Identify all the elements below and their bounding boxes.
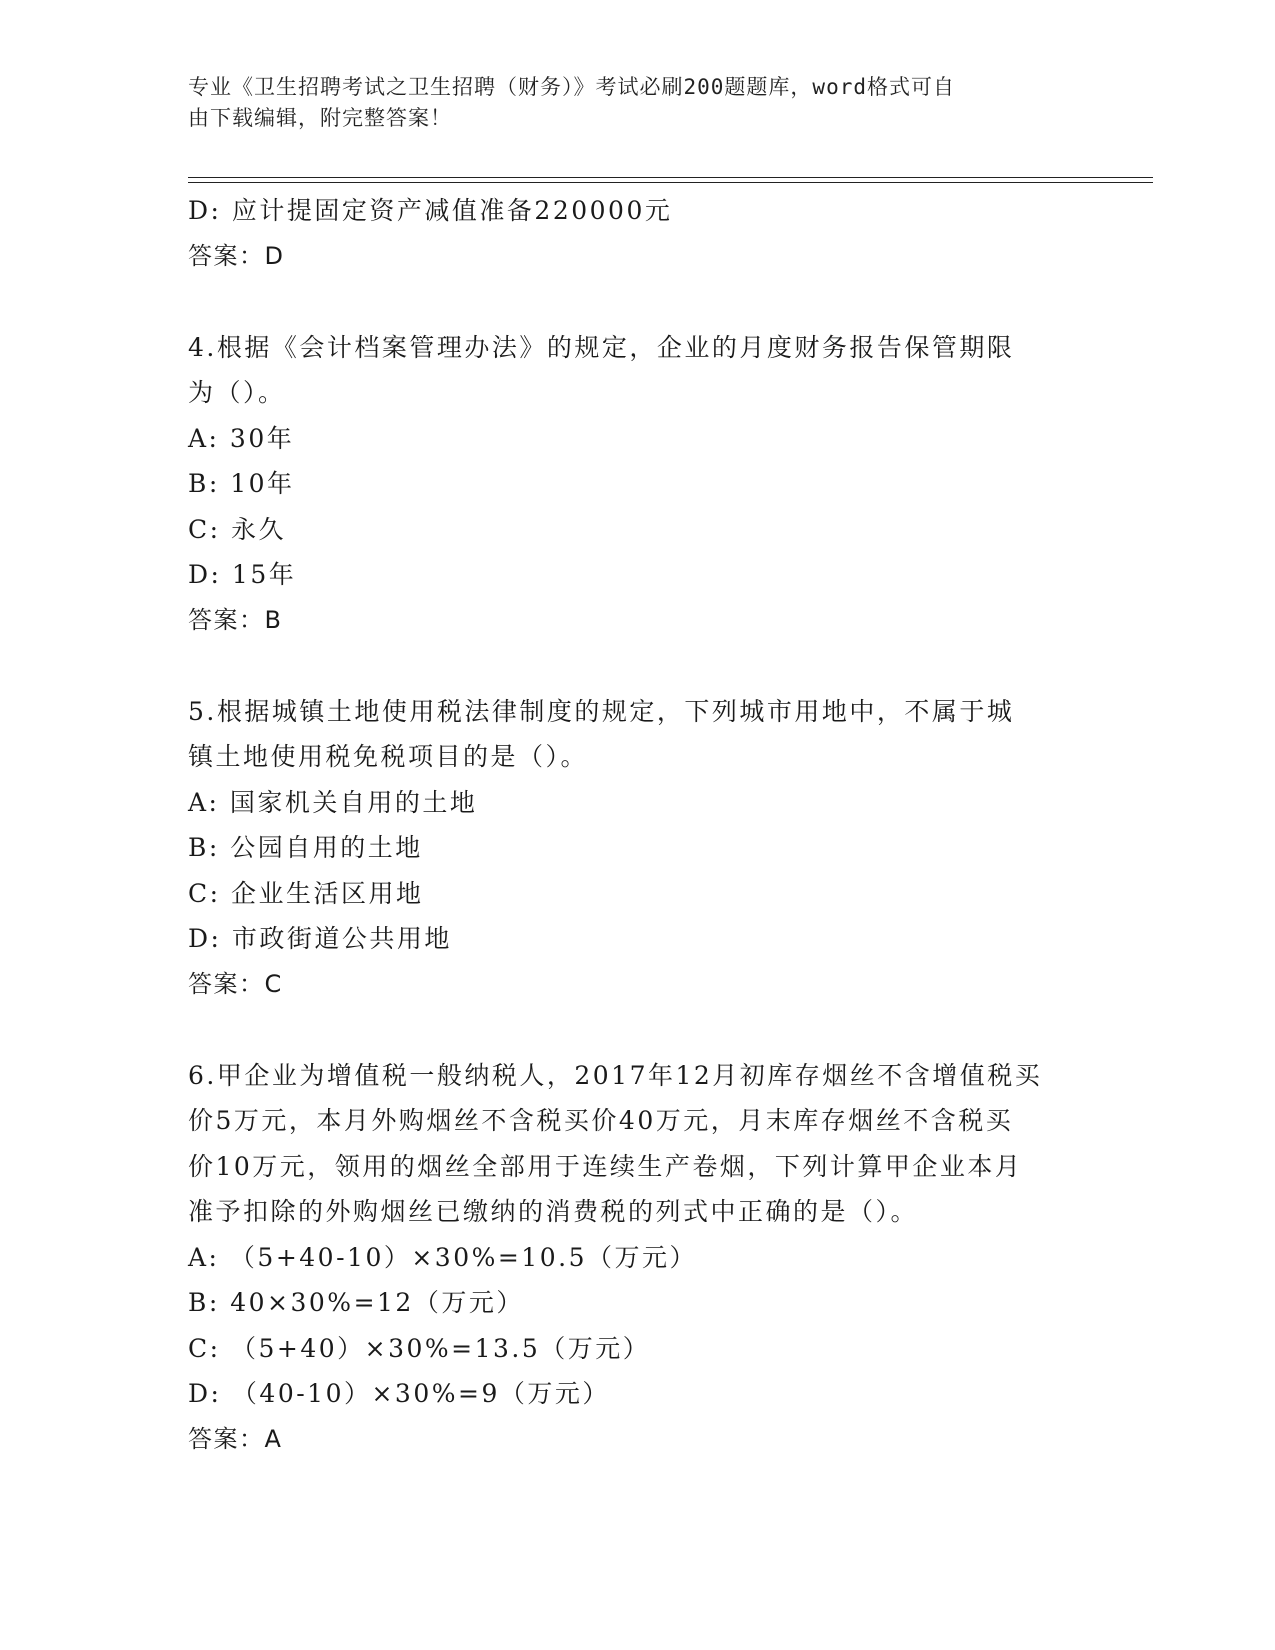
option-b: B: 40×30%=12（万元）	[188, 1288, 524, 1317]
question-stem: 价5万元，本月外购烟丝不含税买价40万元，月末库存烟丝不含税买	[188, 1106, 1014, 1135]
option-b: B: 10年	[188, 469, 295, 498]
document-body	[188, 188, 1088, 1462]
option-c: C: 永久	[188, 514, 286, 544]
question-stem: 价10万元，领用的烟丝全部用于连续生产卷烟，下列计算甲企业本月	[188, 1151, 1023, 1181]
header-line-2: 由下载编辑，附完整答案！	[188, 106, 452, 130]
header-divider-top	[188, 177, 1153, 178]
option-d: D: 市政街道公共用地	[188, 924, 452, 953]
answer-label: 答案：A	[188, 1424, 283, 1453]
question-stem: 准予扣除的外购烟丝已缴纳的消费税的列式中正确的是（）。	[188, 1197, 919, 1226]
spacer	[188, 643, 1088, 689]
option-c: C: （5+40）×30%=13.5（万元）	[188, 1333, 651, 1363]
option-a: A: （5+40-10）×30%=10.5（万元）	[188, 1242, 697, 1272]
option-c: C: 企业生活区用地	[188, 878, 424, 908]
spacer	[188, 1007, 1088, 1053]
option-b: B: 公园自用的土地	[188, 833, 423, 862]
answer-label: 答案：C	[188, 969, 283, 998]
question-stem: 镇土地使用税免税项目的是（）。	[188, 742, 589, 771]
option-a: A: 30年	[188, 423, 295, 453]
answer-label: 答案：D	[188, 241, 285, 270]
option-d: D: 应计提固定资产减值准备220000元	[188, 196, 673, 225]
question-5	[188, 689, 1088, 1008]
document-header	[188, 72, 1068, 134]
question-stem: 5.根据城镇土地使用税法律制度的规定，下列城市用地中，不属于城	[188, 696, 1015, 726]
option-a: A: 国家机关自用的土地	[188, 787, 478, 817]
question-4	[188, 325, 1088, 644]
spacer	[188, 279, 1088, 325]
answer-label: 答案：B	[188, 605, 283, 634]
question-stem: 为（）。	[188, 378, 286, 407]
header-line-1: 专业《卫生招聘考试之卫生招聘（财务）》考试必刷200题题库，word格式可自	[188, 75, 955, 99]
option-d: D: （40-10）×30%=9（万元）	[188, 1379, 610, 1408]
header-divider-bottom	[188, 182, 1153, 183]
question-stem: 4.根据《会计档案管理办法》的规定，企业的月度财务报告保管期限	[188, 332, 1015, 362]
question-3-tail	[188, 188, 1088, 279]
question-stem: 6.甲企业为增值税一般纳税人，2017年12月初库存烟丝不含增值税买	[188, 1060, 1043, 1090]
question-6	[188, 1053, 1088, 1463]
option-d: D: 15年	[188, 560, 297, 589]
